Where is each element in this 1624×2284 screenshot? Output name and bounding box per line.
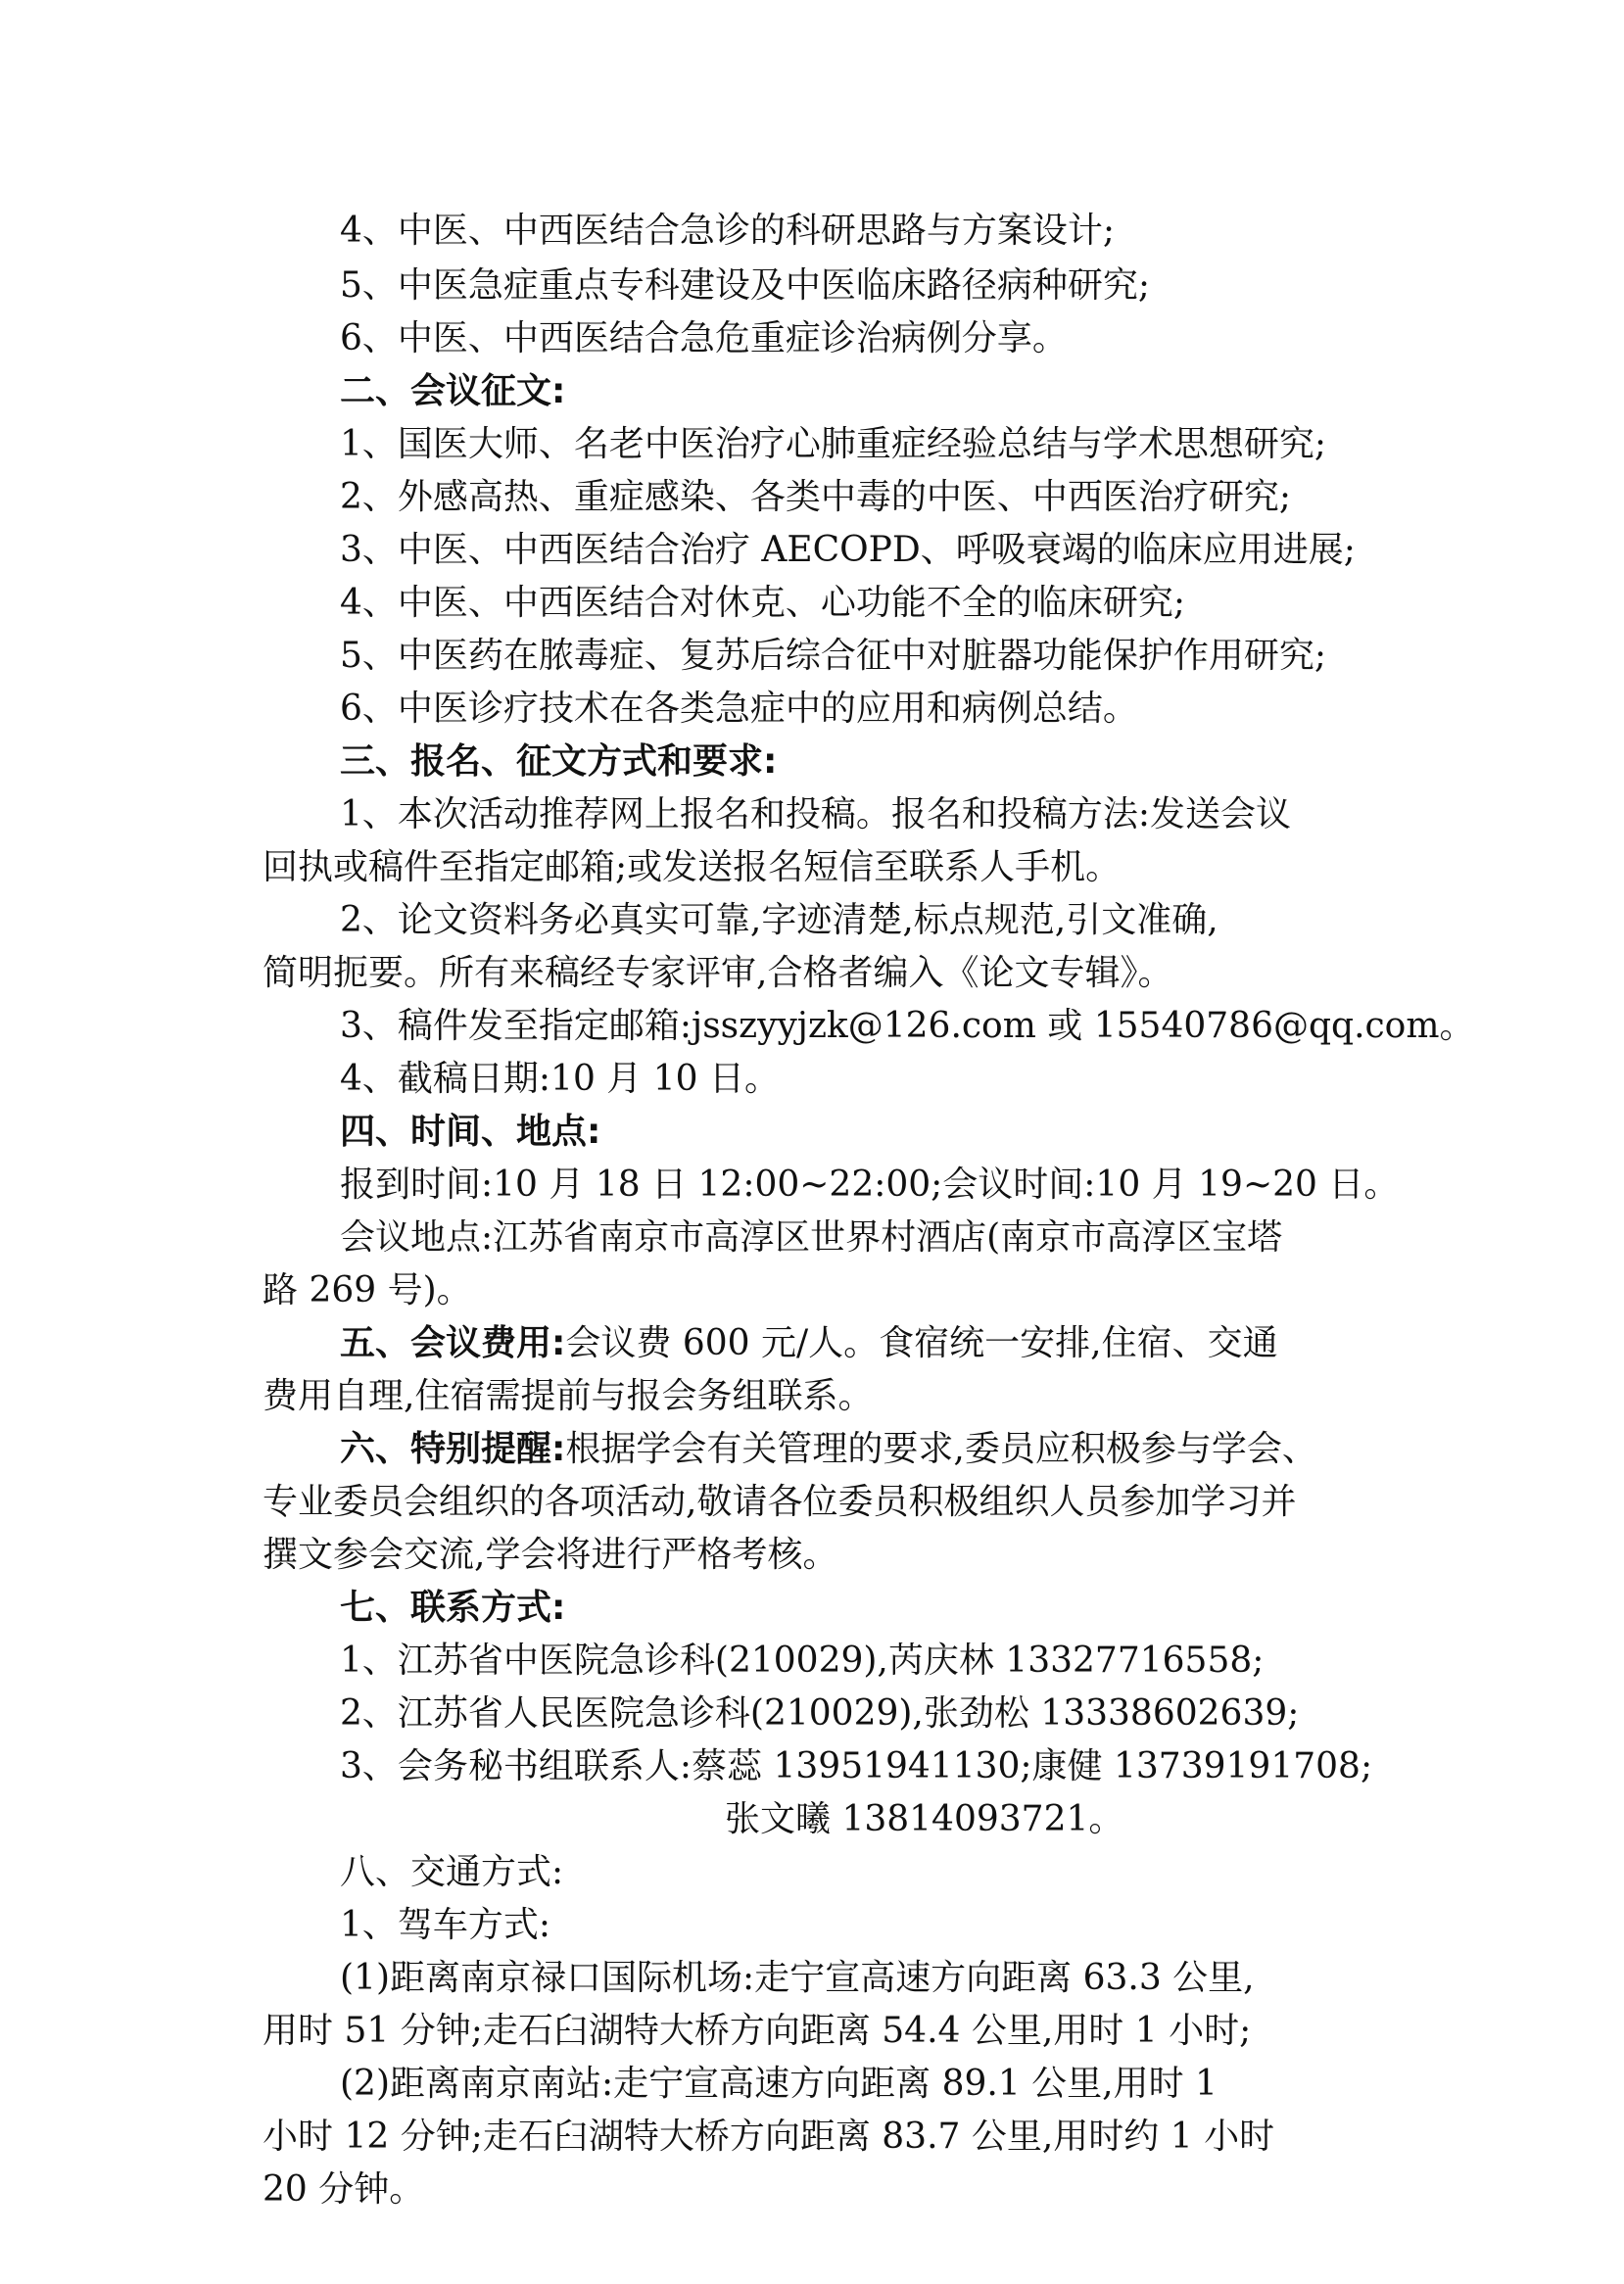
inline-text: 会议费 600 元/人。食宿统一安排,住宿、交通 xyxy=(565,1323,1278,1363)
list-item-continued: 张文曦 13814093721。 xyxy=(725,1799,1124,1839)
paragraph xyxy=(340,1426,1624,1473)
inline-heading: 六、特别提醒: xyxy=(340,1429,566,1469)
section-heading: 四、时间、地点: xyxy=(340,1112,601,1152)
list-item: (2)距离南京南站:走宁宣高速方向距离 89.1 公里,用时 1 xyxy=(340,2064,1218,2104)
list-item-continued: 回执或稿件至指定邮箱;或发送报名短信至联系人手机。 xyxy=(263,847,1122,887)
paragraph xyxy=(340,1320,1624,1367)
section-heading: 三、报名、征文方式和要求: xyxy=(340,741,778,782)
list-item: 2、江苏省人民医院急诊科(210029),张劲松 13338602639; xyxy=(340,1693,1300,1734)
paragraph-continued: 专业委员会组织的各项活动,敬请各位委员积极组织人员参加学习并 xyxy=(263,1482,1297,1522)
list-item: 1、本次活动推荐网上报名和投稿。报名和投稿方法:发送会议 xyxy=(340,794,1292,834)
paragraph-continued: 撰文参会交流,学会将进行严格考核。 xyxy=(263,1535,838,1575)
section-heading: 二、会议征文: xyxy=(340,371,566,411)
list-item: 1、江苏省中医院急诊科(210029),芮庆林 13327716558; xyxy=(340,1641,1265,1681)
list-item: 2、外感高热、重症感染、各类中毒的中医、中西医治疗研究; xyxy=(340,477,1292,517)
list-item-continued: 20 分钟。 xyxy=(263,2169,425,2210)
list-item: 4、中医、中西医结合急诊的科研思路与方案设计; xyxy=(340,211,1116,251)
list-item: 1、国医大师、名老中医治疗心肺重症经验总结与学术思想研究; xyxy=(340,424,1327,464)
list-item: 2、论文资料务必真实可靠,字迹清楚,标点规范,引文准确, xyxy=(340,900,1218,940)
inline-heading: 五、会议费用: xyxy=(340,1323,566,1363)
paragraph: 会议地点:江苏省南京市高淳区世界村酒店(南京市高淳区宝塔 xyxy=(340,1217,1283,1258)
list-item: 6、中医诊疗技术在各类急症中的应用和病例总结。 xyxy=(340,689,1138,729)
list-item: 3、会务秘书组联系人:蔡蕊 13951941130;康健 13739191708; xyxy=(340,1746,1373,1786)
list-item: (1)距离南京禄口国际机场:走宁宣高速方向距离 63.3 公里, xyxy=(340,1958,1255,1998)
list-item: 5、中医急症重点专科建设及中医临床路径病种研究; xyxy=(340,265,1151,306)
list-item-continued: 小时 12 分钟;走石臼湖特大桥方向距离 83.7 公里,用时约 1 小时 xyxy=(263,2117,1275,2157)
paragraph-continued: 费用自理,住宿需提前与报会务组联系。 xyxy=(263,1376,874,1416)
list-item: 6、中医、中西医结合急危重症诊治病例分享。 xyxy=(340,318,1068,358)
list-item: 3、中医、中西医结合治疗 AECOPD、呼吸衰竭的临床应用进展; xyxy=(340,530,1356,570)
list-item-continued: 简明扼要。所有来稿经专家评审,合格者编入《论文专辑》。 xyxy=(263,953,1173,993)
list-item: 1、驾车方式: xyxy=(340,1905,551,1945)
list-item: 3、稿件发至指定邮箱:jsszyyjzk@126.com 或 15540786@qq.com。 xyxy=(340,1006,1475,1046)
inline-text: 根据学会有关管理的要求,委员应积极参与学会、 xyxy=(565,1429,1317,1469)
list-item-continued: 用时 51 分钟;走石臼湖特大桥方向距离 54.4 公里,用时 1 小时; xyxy=(263,2011,1252,2051)
list-item: 5、中医药在脓毒症、复苏后综合征中对脏器功能保护作用研究; xyxy=(340,636,1327,676)
list-item: 4、中医、中西医结合对休克、心功能不全的临床研究; xyxy=(340,583,1186,623)
section-heading: 八、交通方式: xyxy=(340,1852,564,1892)
list-item: 4、截稿日期:10 月 10 日。 xyxy=(340,1059,780,1099)
paragraph: 报到时间:10 月 18 日 12:00~22:00;会议时间:10 月 19~20 日。 xyxy=(340,1165,1400,1205)
section-heading: 七、联系方式: xyxy=(340,1588,566,1628)
paragraph-continued: 路 269 号)。 xyxy=(263,1270,472,1310)
